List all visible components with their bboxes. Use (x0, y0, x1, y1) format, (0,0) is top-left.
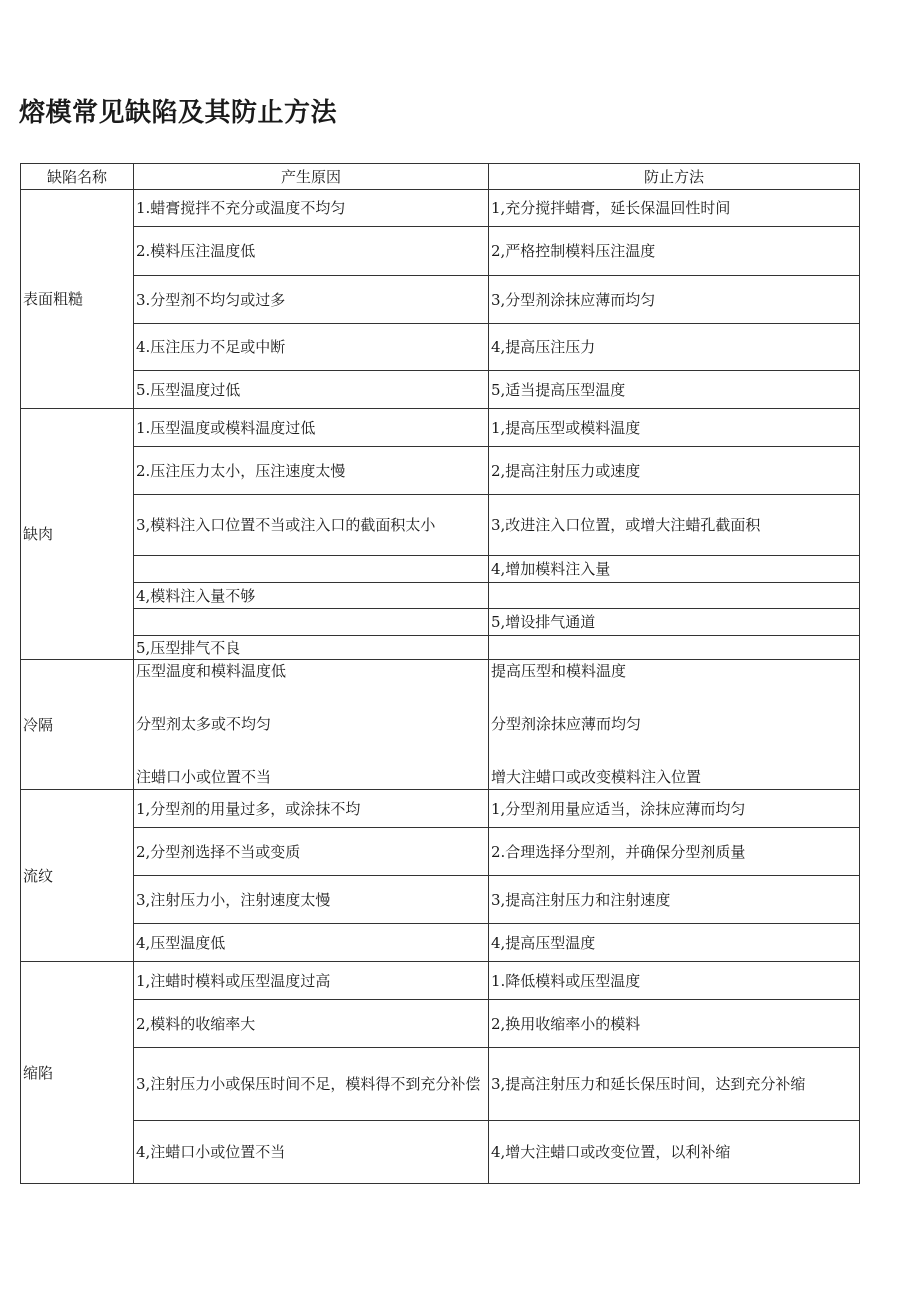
prevention-cell: 3,提高注射压力和延长保压时间，达到充分补缩 (489, 1048, 860, 1121)
cause-cell (134, 609, 489, 636)
table-row (21, 660, 860, 790)
cause-cell: 3,注射压力小，注射速度太慢 (134, 876, 489, 924)
table-row (21, 276, 860, 324)
prevention-cell: 1,充分搅拌蜡膏，延长保温回性时间 (489, 190, 860, 227)
table-row (21, 371, 860, 409)
table-row (21, 790, 860, 828)
table-row (21, 324, 860, 371)
cause-cell: 2.压注压力太小，压注速度太慢 (134, 447, 489, 495)
cause-cell (134, 556, 489, 583)
header-prevention: 防止方法 (489, 164, 860, 190)
prevention-cell: 4,提高压型温度 (489, 924, 860, 962)
prevention-cell (489, 636, 860, 660)
table-row (21, 609, 860, 636)
prevention-cell: 3,改进注入口位置，或增大注蜡孔截面积 (489, 495, 860, 556)
defects-table (20, 163, 860, 1184)
table-row (21, 828, 860, 876)
header-row (21, 164, 860, 190)
prevention-cell: 4,增加模料注入量 (489, 556, 860, 583)
prevention-cell: 1,分型剂用量应适当，涂抹应薄而均匀 (489, 790, 860, 828)
cause-line: 分型剂太多或不均匀 (136, 715, 272, 733)
prevention-cell: 2,严格控制模料压注温度 (489, 227, 860, 276)
prevention-cell: 2.合理选择分型剂，并确保分型剂质量 (489, 828, 860, 876)
cause-cell: 3.分型剂不均匀或过多 (134, 276, 489, 324)
prevention-cell: 4,提高压注压力 (489, 324, 860, 371)
header-cause: 产生原因 (134, 164, 489, 190)
table-row (21, 1121, 860, 1184)
table-row (21, 227, 860, 276)
cause-cell: 4,注蜡口小或位置不当 (134, 1121, 489, 1184)
cause-cell: 2,模料的收缩率大 (134, 1000, 489, 1048)
defect-name-flow: 流纹 (21, 790, 134, 962)
prevention-cell: 2,换用收缩率小的模料 (489, 1000, 860, 1048)
cause-cell: 3,模料注入口位置不当或注入口的截面积太小 (134, 495, 489, 556)
prevention-cell: 3,分型剂涂抹应薄而均匀 (489, 276, 860, 324)
cause-cell: 4,模料注入量不够 (134, 583, 489, 609)
cause-cell: 1.蜡膏搅拌不充分或温度不均匀 (134, 190, 489, 227)
prevention-cell (489, 660, 860, 790)
defect-name-cold: 冷隔 (21, 660, 134, 790)
table-row (21, 1000, 860, 1048)
cause-cell: 4.压注压力不足或中断 (134, 324, 489, 371)
defect-name-rough: 表面粗糙 (21, 190, 134, 409)
table-row (21, 962, 860, 1000)
table-row (21, 447, 860, 495)
table-row (21, 924, 860, 962)
cause-line: 注蜡口小或位置不当 (136, 768, 272, 786)
prevention-line: 增大注蜡口或改变模料注入位置 (491, 768, 702, 786)
cause-cell: 1.压型温度或模料温度过低 (134, 409, 489, 447)
prevention-cell: 5,增设排气通道 (489, 609, 860, 636)
prevention-cell: 1,提高压型或模料温度 (489, 409, 860, 447)
prevention-cell: 5,适当提高压型温度 (489, 371, 860, 409)
table-row (21, 636, 860, 660)
table-row (21, 1048, 860, 1121)
table-row (21, 876, 860, 924)
cause-cell: 3,注射压力小或保压时间不足，模料得不到充分补偿 (134, 1048, 489, 1121)
cause-cell: 4,压型温度低 (134, 924, 489, 962)
cause-cell (134, 660, 489, 790)
table-row (21, 556, 860, 583)
cause-cell: 2,分型剂选择不当或变质 (134, 828, 489, 876)
header-defect: 缺陷名称 (21, 164, 134, 190)
defect-name-lack: 缺肉 (21, 409, 134, 660)
cause-cell: 1,注蜡时模料或压型温度过高 (134, 962, 489, 1000)
prevention-cell: 4,增大注蜡口或改变位置，以利补缩 (489, 1121, 860, 1184)
cause-cell: 5.压型温度过低 (134, 371, 489, 409)
prevention-cell: 2,提高注射压力或速度 (489, 447, 860, 495)
cause-cell: 5,压型排气不良 (134, 636, 489, 660)
table-row (21, 495, 860, 556)
table-row (21, 583, 860, 609)
prevention-cell (489, 583, 860, 609)
prevention-cell: 3,提高注射压力和注射速度 (489, 876, 860, 924)
table-row (21, 409, 860, 447)
cause-cell: 1,分型剂的用量过多，或涂抹不均 (134, 790, 489, 828)
defect-name-shrink: 缩陷 (21, 962, 134, 1184)
prevention-line: 提高压型和模料温度 (491, 662, 627, 680)
cause-line: 压型温度和模料温度低 (136, 662, 287, 680)
prevention-cell: 1.降低模料或压型温度 (489, 962, 860, 1000)
table-row (21, 190, 860, 227)
page-title: 熔模常见缺陷及其防止方法 (19, 98, 338, 128)
cause-cell: 2.模料压注温度低 (134, 227, 489, 276)
prevention-line: 分型剂涂抹应薄而均匀 (491, 715, 642, 733)
